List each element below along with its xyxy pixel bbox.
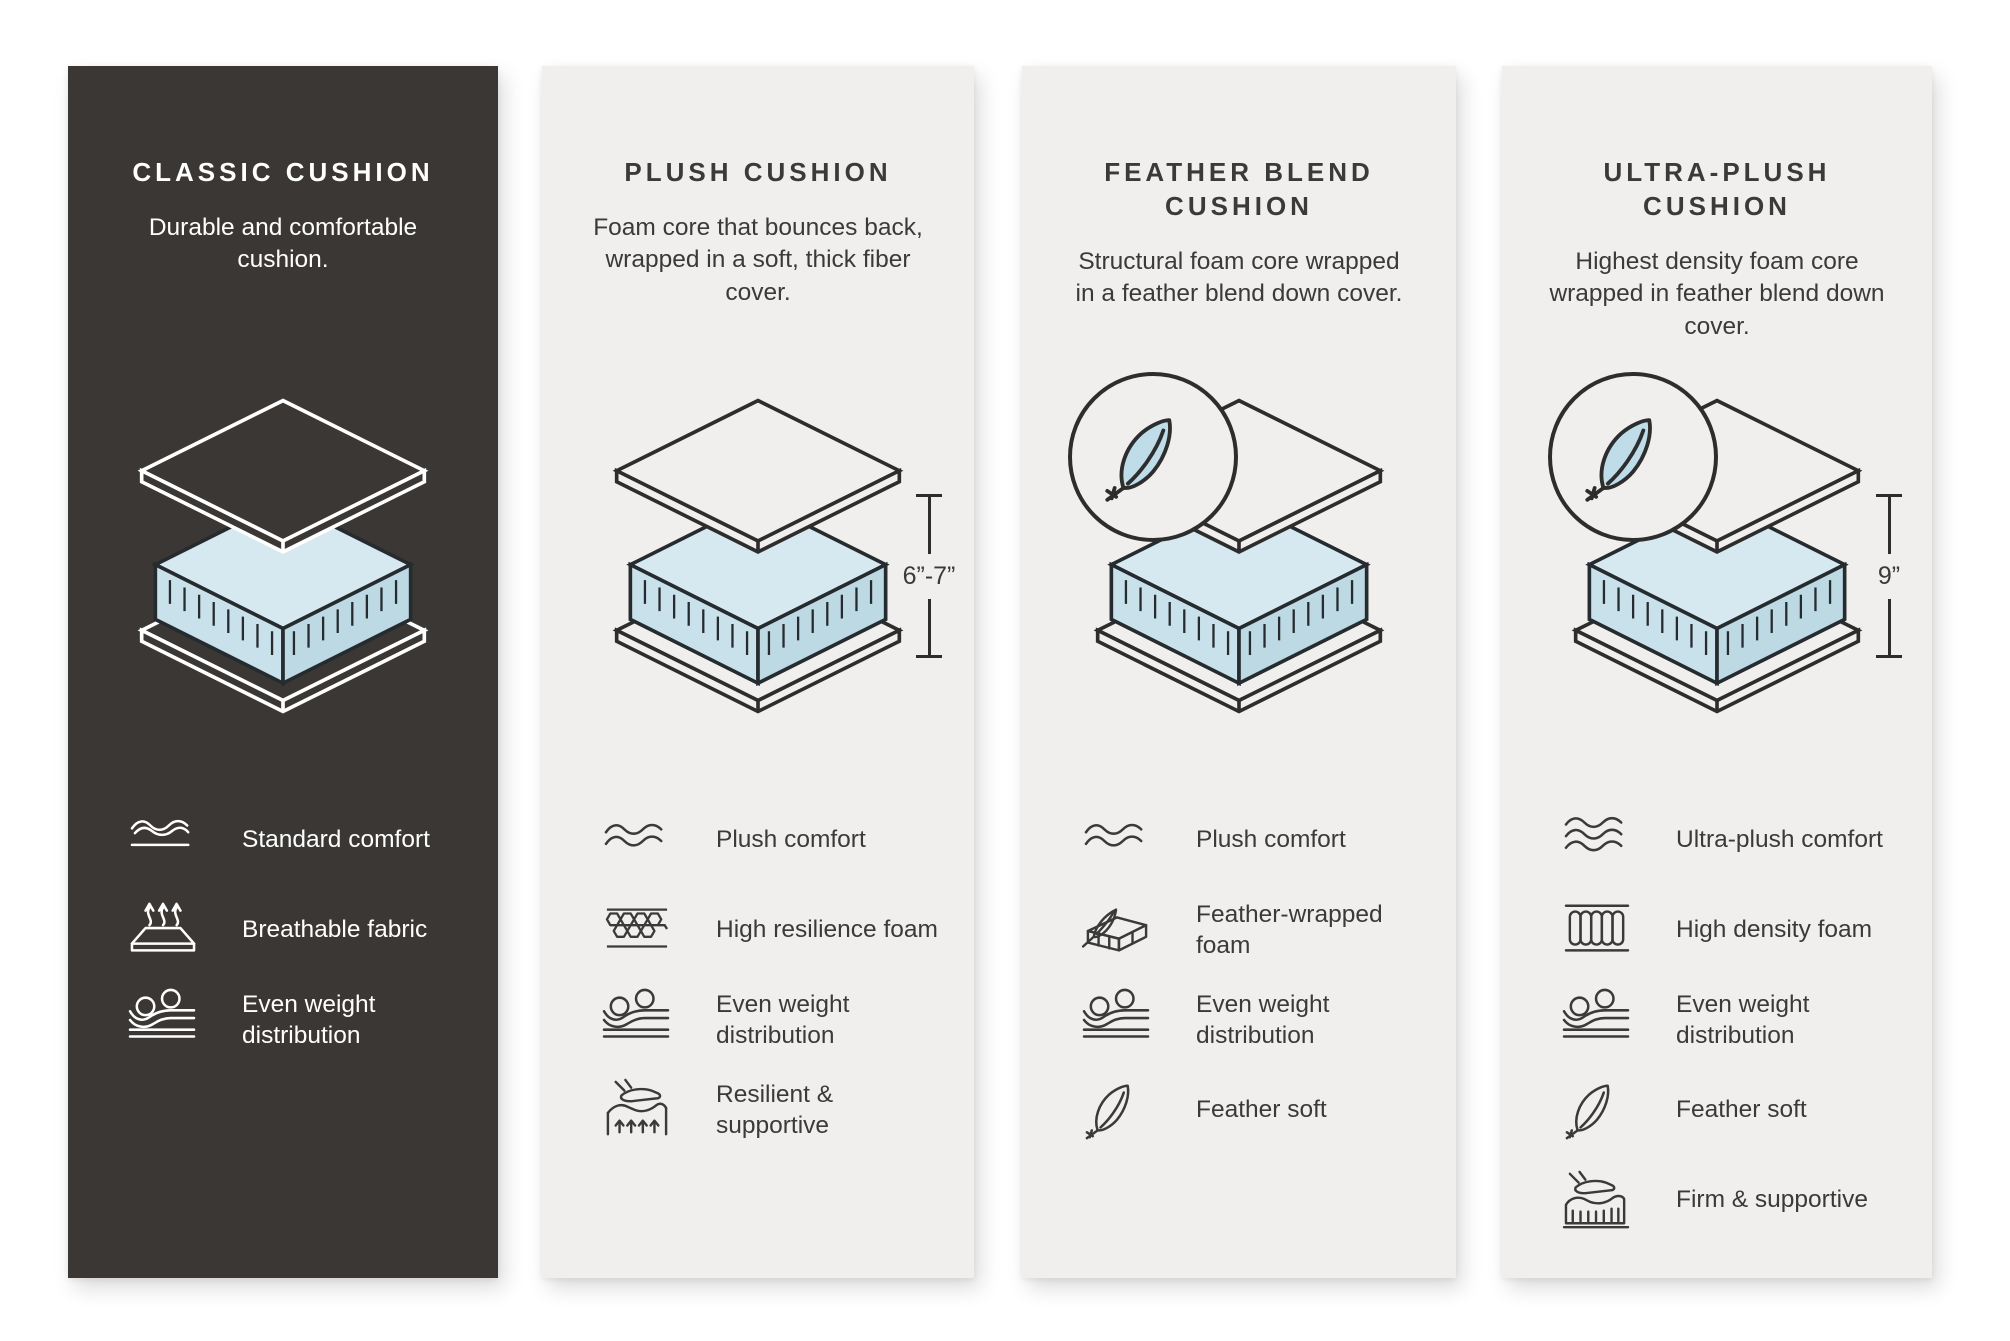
feather-badge <box>1068 372 1238 542</box>
feature-row <box>1078 1078 1422 1142</box>
panel-description: Structural foam core wrapped in a feather blend down cover. <box>1075 247 1403 308</box>
feature-row <box>1078 808 1422 872</box>
feather-icon <box>1094 398 1212 516</box>
waves-underline-icon <box>124 808 202 872</box>
measure-cap-bottom <box>1876 655 1902 658</box>
measure-cap-bottom <box>916 655 942 658</box>
weight-distribution-icon <box>1558 988 1636 1052</box>
weight-distribution-icon <box>1078 988 1156 1052</box>
panel-classic-cushion <box>68 66 498 1278</box>
feature-row <box>124 898 464 962</box>
feature-label: Feather soft <box>1676 1096 1807 1124</box>
firm-hand-icon <box>1558 1168 1636 1232</box>
measure-label: 6”-7” <box>902 561 956 590</box>
panel-description: Foam core that bounces back, wrapped in a soft, thick fiber cover. <box>593 213 923 306</box>
feature-list <box>1558 808 1898 1258</box>
waves-icon <box>598 808 676 872</box>
feature-label: Resilient & supportive <box>716 1080 834 1139</box>
feature-list <box>1078 808 1422 1168</box>
feather-icon <box>1574 398 1692 516</box>
feature-row <box>598 898 940 962</box>
panel-title: FEATHER BLEND CUSHION <box>1104 157 1374 221</box>
panel-ultra-plush-cushion <box>1502 66 1932 1278</box>
feature-label: Firm & supportive <box>1676 1186 1868 1214</box>
resilient-hand-icon <box>598 1078 676 1142</box>
measure-line <box>928 497 931 554</box>
feather-icon <box>1078 1078 1156 1142</box>
feature-row <box>1078 898 1422 962</box>
breathable-mattress-icon <box>124 898 202 962</box>
foam-columns-icon <box>1558 898 1636 962</box>
feature-list <box>124 808 464 1078</box>
feature-label: Even weight distribution <box>1196 990 1330 1049</box>
feature-label: Breathable fabric <box>242 916 428 944</box>
feather-icon <box>1558 1078 1636 1142</box>
feature-row <box>1558 988 1898 1052</box>
feature-row <box>124 988 464 1052</box>
feature-label: Even weight distribution <box>1676 990 1810 1049</box>
panel-title: ULTRA-PLUSH CUSHION <box>1603 157 1831 221</box>
feature-row <box>1558 898 1898 962</box>
feature-label: Even weight distribution <box>242 990 376 1049</box>
feature-label: Plush comfort <box>716 826 866 854</box>
honeycomb-foam-icon <box>598 898 676 962</box>
feature-label: Plush comfort <box>1196 826 1346 854</box>
weight-distribution-icon <box>598 988 676 1052</box>
waves-icon <box>1078 808 1156 872</box>
feature-row <box>1558 1078 1898 1142</box>
feature-row <box>598 808 940 872</box>
feature-row <box>598 988 940 1052</box>
feature-row <box>1558 808 1898 872</box>
feature-label: Ultra-plush comfort <box>1676 826 1883 854</box>
panel-plush-cushion <box>542 66 974 1278</box>
feature-row <box>1558 1168 1898 1232</box>
panel-title: PLUSH CUSHION <box>624 157 892 187</box>
feature-row <box>1078 988 1422 1052</box>
height-measurement <box>1852 494 1926 658</box>
panel-title: CLASSIC CUSHION <box>132 157 434 187</box>
feature-label: Standard comfort <box>242 826 430 854</box>
panel-description: Highest density foam core wrapped in feather blend down cover. <box>1549 247 1885 340</box>
feature-list <box>598 808 940 1168</box>
feather-badge <box>1548 372 1718 542</box>
feature-label: Feather soft <box>1196 1096 1327 1124</box>
height-measurement <box>892 494 966 658</box>
feature-row <box>124 808 464 872</box>
waves-triple-icon <box>1558 808 1636 872</box>
feature-label: High resilience foam <box>716 916 938 944</box>
measure-line <box>928 599 931 656</box>
panel-feather-blend-cushion <box>1022 66 1456 1278</box>
feature-label: High density foam <box>1676 916 1873 944</box>
cushion-layers-illustration <box>128 396 438 722</box>
measure-line <box>1888 599 1891 656</box>
cushion-layers-illustration <box>603 396 913 722</box>
measure-label: 9” <box>1877 561 1901 590</box>
feather-wrapped-foam-icon <box>1078 898 1156 962</box>
feature-label: Feather-wrapped foam <box>1196 900 1383 959</box>
feature-label: Even weight distribution <box>716 990 850 1049</box>
weight-distribution-icon <box>124 988 202 1052</box>
measure-line <box>1888 497 1891 554</box>
panel-description: Durable and comfortable cushion. <box>148 213 418 274</box>
feature-row <box>598 1078 940 1142</box>
